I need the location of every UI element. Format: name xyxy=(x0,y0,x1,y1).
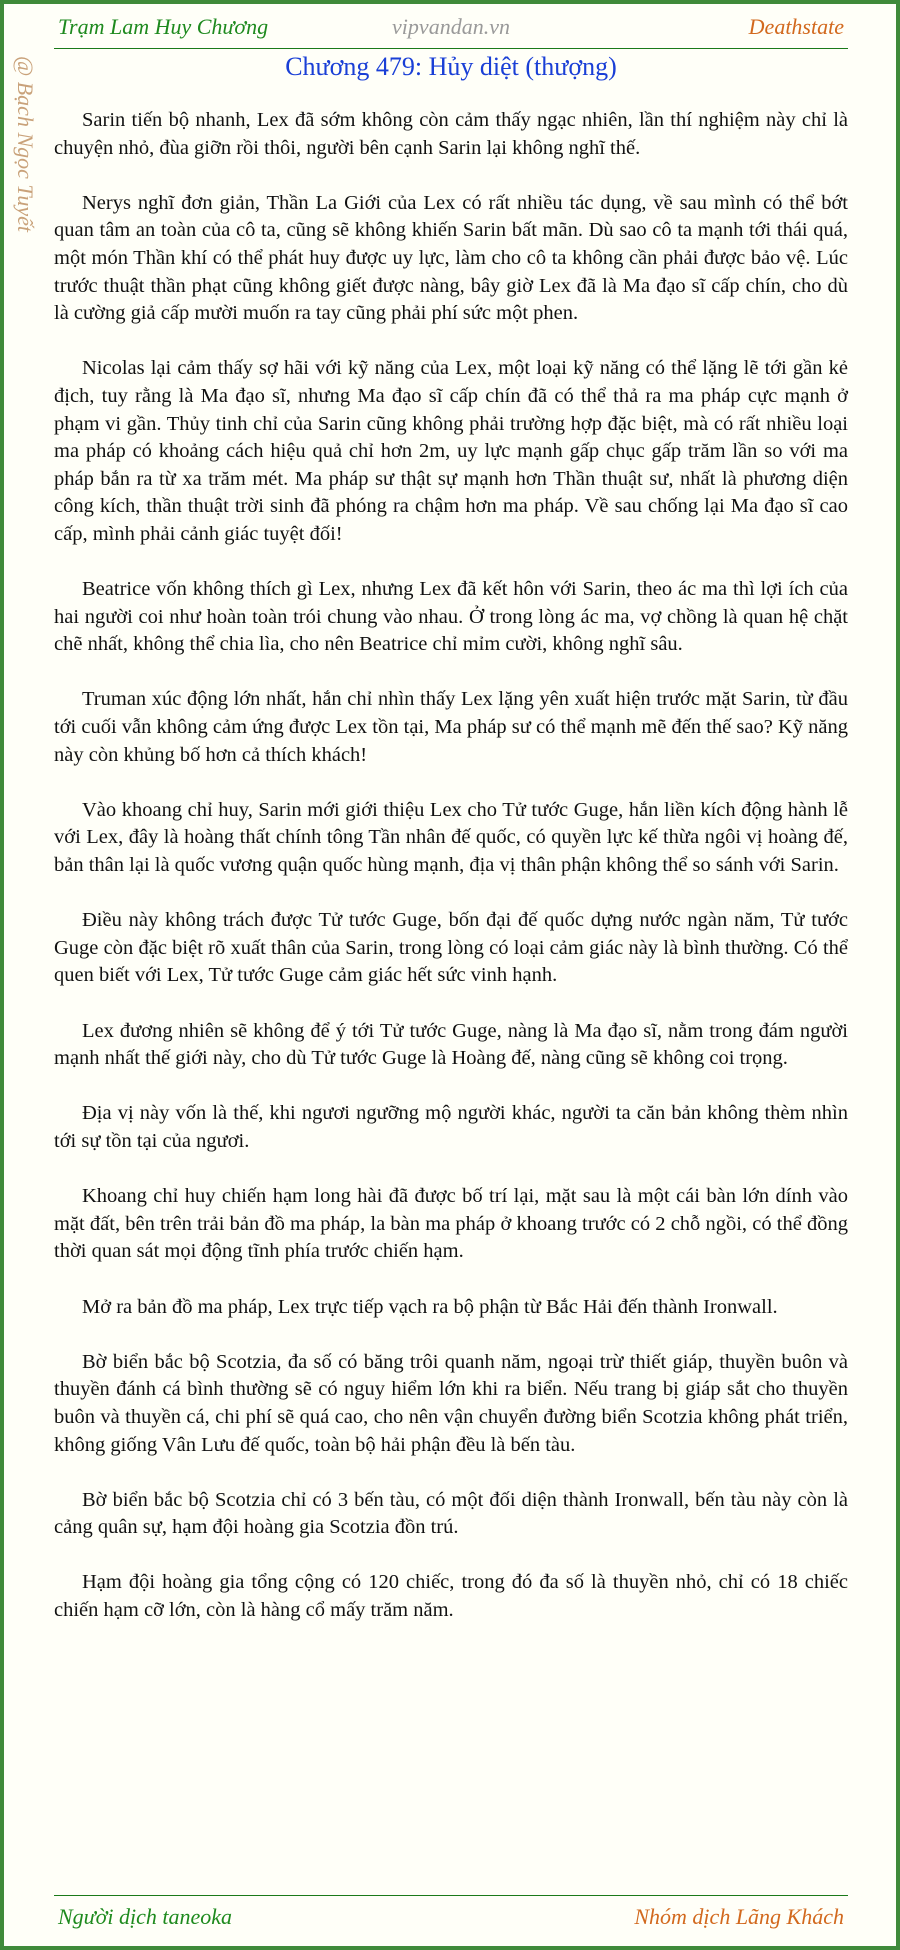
page-header xyxy=(54,10,848,49)
sidebar-credit-text: @ Bạch Ngọc Tuyết xyxy=(13,56,38,233)
paragraph: Nerys nghĩ đơn giản, Thần La Giới của Lex có rất nhiều tác dụng, về sau mình có thể bớt quan tâm an toàn của cô ta, cũng sẽ không khiến Sarin bất mãn. Dù sao cô ta mạnh tới thái quá, một món Thần khí có thể phát huy được uy lực, làm cho cô ta không cần phải được bảo vệ. Lúc trước thuật thần phạt cũng không giết được nàng, bây giờ Lex đã là Ma đạo sĩ cấp chín, cho dù là cường giả cấp mười muốn ra tay cũng phải phí sức một phen. xyxy=(54,191,848,325)
footer-team: Nhóm dịch Lãng Khách xyxy=(634,1904,844,1929)
header-site-name: Trạm Lam Huy Chương xyxy=(58,14,269,39)
chapter-body xyxy=(54,107,848,1652)
sidebar-credit xyxy=(12,56,42,276)
paragraph: Beatrice vốn không thích gì Lex, nhưng Lex đã kết hôn với Sarin, theo ác ma thì lợi ích của hai người coi như hoàn toàn trói chung vào nhau. Ở trong lòng ác ma, vợ chồng là quan hệ chặt chẽ nhất, không thể chia lìa, cho nên Beatrice chỉ mỉm cười, không nghĩ sâu. xyxy=(54,578,848,656)
paragraph: Khoang chỉ huy chiến hạm long hài đã được bố trí lại, mặt sau là một cái bàn lớn dính vào mặt đất, bên trên trải bản đồ ma pháp, la bàn ma pháp ở khoang trước có 2 chỗ ngồi, có thể đồng thời quan sát mọi động tĩnh phía trước chiến hạm. xyxy=(54,1185,848,1263)
paragraph: Nicolas lại cảm thấy sợ hãi với kỹ năng của Lex, một loại kỹ năng có thể lặng lẽ tới gần kẻ địch, tuy rằng là Ma đạo sĩ, nhưng Ma đạo sĩ cấp chín đã có thể thả ra ma pháp cực mạnh ở phạm vi gần. Thủy tinh chỉ của Sarin cũng không phải trường hợp đặc biệt, mà có rất nhiều loại ma pháp có khoảng cách hiệu quả chỉ hơn 2m, uy lực mạnh gấp chục gấp trăm lần so với ma pháp bắn ra từ xa trăm mét. Ma pháp sư thật sự mạnh hơn Thần thuật sư, nhất là phương diện công kích, thần thuật trời sinh đã phóng ra chậm hơn ma pháp. Về sau chống lại Ma đạo sĩ cao cấp, mình phải cảnh giác tuyệt đối! xyxy=(54,357,848,545)
paragraph: Lex đương nhiên sẽ không để ý tới Tử tước Guge, nàng là Ma đạo sĩ, nằm trong đám người mạnh nhất thế giới này, cho dù Tử tước Guge là Hoàng đế, nàng cũng sẽ không coi trọng. xyxy=(54,1019,848,1070)
header-website: vipvandan.vn xyxy=(392,14,510,39)
paragraph: Hạm đội hoàng gia tổng cộng có 120 chiếc, trong đó đa số là thuyền nhỏ, chỉ có 18 chiếc chiến hạm cỡ lớn, còn là hàng cổ mấy trăm năm. xyxy=(54,1571,848,1622)
paragraph: Điều này không trách được Tử tước Guge, bốn đại đế quốc dựng nước ngàn năm, Tử tước Guge còn đặc biệt rõ xuất thân của Sarin, trong lòng có loại cảm giác này là bình thường. Có thể quen biết với Lex, Tử tước Guge cảm giác hết sức vinh hạnh. xyxy=(54,909,848,987)
paragraph: Mở ra bản đồ ma pháp, Lex trực tiếp vạch ra bộ phận từ Bắc Hải đến thành Ironwall. xyxy=(82,1295,778,1318)
paragraph: Bờ biển bắc bộ Scotzia, đa số có băng trôi quanh năm, ngoại trừ thiết giáp, thuyền buôn và thuyền đánh cá bình thường sẽ có nguy hiểm lớn khi ra biển. Nếu trang bị giáp sắt cho thuyền buôn và thuyền cá, chi phí sẽ quá cao, cho nên vận chuyển đường biển Scotzia không phát triển, không giống Vân Lưu đế quốc, toàn bộ hải phận đều là bến tàu. xyxy=(54,1350,848,1456)
header-author: Deathstate xyxy=(748,14,844,39)
paragraph: Sarin tiến bộ nhanh, Lex đã sớm không còn cảm thấy ngạc nhiên, lần thí nghiệm này chỉ là chuyện nhỏ, đùa giỡn rồi thôi, người bên cạnh Sarin lại không nghĩ thế. xyxy=(54,109,848,159)
paragraph: Truman xúc động lớn nhất, hắn chỉ nhìn thấy Lex lặng yên xuất hiện trước mặt Sarin, từ đầu tới cuối vẫn không cảm ứng được Lex tồn tại, Ma pháp sư có thể mạnh mẽ đến thế sao? Kỹ năng này còn khủng bố hơn cả thích khách! xyxy=(54,688,848,766)
paragraph: Địa vị này vốn là thế, khi ngươi ngưỡng mộ người khác, người ta căn bản không thèm nhìn tới sự tồn tại của ngươi. xyxy=(54,1102,848,1152)
page-footer xyxy=(54,1895,848,1936)
footer-translator: Người dịch taneoka xyxy=(58,1904,233,1929)
paragraph: Vào khoang chỉ huy, Sarin mới giới thiệu Lex cho Tử tước Guge, hắn liền kích động hành lễ với Lex, đây là hoàng thất chính tông Tần nhân đế quốc, có quyền lực kế thừa ngôi vị hoàng đế, bản thân lại là quốc vương quận quốc hùng mạnh, địa vị thân phận không thể so sánh với Sarin. xyxy=(54,798,848,877)
chapter-title: Chương 479: Hủy diệt (thượng) xyxy=(285,52,617,81)
paragraph: Bờ biển bắc bộ Scotzia chỉ có 3 bến tàu, có một đối diện thành Ironwall, bến tàu này còn là cảng quân sự, hạm đội hoàng gia Scotzia đồn trú. xyxy=(54,1488,848,1539)
